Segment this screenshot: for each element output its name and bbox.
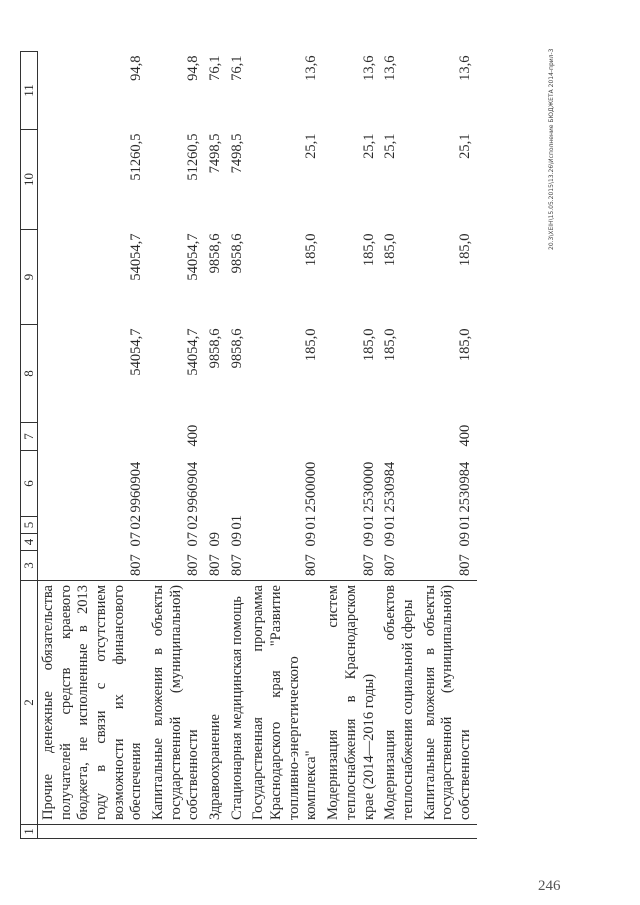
cell-c10: 25,1 [456, 133, 473, 159]
cell-c9: 185,0 [303, 233, 320, 267]
cell-c7 [380, 423, 419, 451]
cell-c8: 185,0 [303, 328, 320, 362]
cell-c5: 01 [228, 515, 245, 530]
cell-c10: 7498,5 [207, 133, 224, 174]
cell-c8: 9858,6 [228, 328, 245, 369]
cell-c8: 185,0 [360, 328, 377, 362]
cell-c4: 07 [128, 532, 145, 547]
cell-c7 [205, 423, 227, 451]
cell-c6: 2500000 [303, 461, 320, 513]
cell-c5: 01 [456, 515, 473, 530]
table-row [205, 52, 227, 839]
cell-c7 [227, 423, 249, 451]
column-header: 6 [21, 451, 38, 517]
row-name: Капитальные вложения в объекты государственной (муниципальной) собственности [420, 581, 477, 825]
cell-c5: 02 [185, 515, 202, 530]
column-header: 2 [21, 581, 38, 825]
cell-c9: 54054,7 [185, 233, 202, 281]
row-name: Прочие денежные обязательства получателей средств краевого бюджета, не исполненные в 2013 году в связи с отсутствием возможности их финансового обеспечения [37, 581, 148, 825]
cell-c3: 807 [228, 554, 245, 576]
table-row [37, 52, 148, 839]
cell-c3: 807 [185, 554, 202, 576]
cell-c8: 185,0 [456, 328, 473, 362]
cell-c4: 09 [360, 532, 377, 547]
cell-c11: 76,1 [207, 55, 224, 81]
cell-c11: 94,8 [128, 55, 145, 81]
cell-c10: 25,1 [360, 133, 377, 159]
rotated-page-content [20, 40, 560, 845]
cell-c4: 09 [228, 532, 245, 547]
cell-c6 [205, 451, 227, 517]
column-header: 11 [21, 52, 38, 130]
row-name: Государственная программа Краснодарского края "Развитие топливно-энергетического комплекса" [248, 581, 323, 825]
cell-c4: 09 [207, 532, 224, 547]
row-name: Капитальные вложения в объекты государственной (муниципальной) собственности [148, 581, 205, 825]
cell-c8: 54054,7 [185, 328, 202, 376]
cell-c6 [227, 451, 249, 517]
table-row [323, 52, 380, 839]
cell-c11: 13,6 [303, 55, 320, 81]
cell-c3: 807 [128, 554, 145, 576]
cell-c3: 807 [456, 554, 473, 576]
cell-c10: 7498,5 [228, 133, 245, 174]
cell-c7 [248, 423, 323, 451]
cell-c9: 185,0 [456, 233, 473, 267]
column-header: 3 [21, 551, 38, 581]
cell-c11: 13,6 [456, 55, 473, 81]
cell-c8: 54054,7 [128, 328, 145, 376]
column-header: 9 [21, 230, 38, 325]
row-name: Модернизация объектов теплоснабжения социальной сферы [380, 581, 419, 825]
cell-c6: 9960904 [185, 461, 202, 513]
column-header: 7 [21, 423, 38, 451]
cell-c3: 807 [303, 554, 320, 576]
column-header: 5 [21, 517, 38, 534]
cell-c11: 76,1 [228, 55, 245, 81]
cell-c3: 807 [207, 554, 224, 576]
cell-c5: 02 [128, 515, 145, 530]
cell-c7 [37, 423, 148, 451]
cell-c7: 400 [185, 424, 202, 447]
cell-c8: 185,0 [382, 328, 399, 362]
page-number: 246 [538, 878, 561, 894]
table-row [148, 52, 205, 839]
cell-c9: 185,0 [382, 233, 399, 267]
table-row [380, 52, 419, 839]
table-header-row [21, 52, 38, 839]
row-name: Модернизация систем теплоснабжения в Краснодарском крае (2014—2016 годы) [323, 581, 380, 825]
budget-table [20, 51, 477, 839]
cell-c3: 807 [382, 554, 399, 576]
cell-c9: 185,0 [360, 233, 377, 267]
cell-c10: 25,1 [382, 133, 399, 159]
cell-c8: 9858,6 [207, 328, 224, 369]
cell-c4: 09 [456, 532, 473, 547]
cell-c11: 13,6 [382, 55, 399, 81]
cell-c9: 9858,6 [228, 233, 245, 274]
cell-c9: 54054,7 [128, 233, 145, 281]
row-name: Стационарная медицинская помощь [227, 581, 249, 825]
cell-c6: 9960904 [128, 461, 145, 513]
cell-c7: 400 [456, 424, 473, 447]
cell-c5: 01 [303, 515, 320, 530]
table-row [248, 52, 323, 839]
cell-c11: 13,6 [360, 55, 377, 81]
cell-c6: 2530984 [382, 461, 399, 513]
cell-c11: 94,8 [185, 55, 202, 81]
cell-c6: 2530984 [456, 461, 473, 513]
cell-c5: 01 [360, 515, 377, 530]
cell-c10: 51260,5 [128, 133, 145, 181]
cell-c5: 01 [382, 515, 399, 530]
cell-c4: 09 [382, 532, 399, 547]
cell-c4: 09 [303, 532, 320, 547]
cell-c4: 07 [185, 532, 202, 547]
table-row [420, 52, 477, 839]
file-path-footer: 20.3\XEIH\15.05.2015\13.26\Исполнение БЮДЖЕТА 2014-прил-3 [548, 48, 555, 250]
cell-c3: 807 [360, 554, 377, 576]
cell-c9: 9858,6 [207, 233, 224, 274]
cell-c10: 51260,5 [185, 133, 202, 181]
cell-c5 [205, 517, 227, 534]
column-header: 1 [21, 825, 38, 839]
table-row [227, 52, 249, 839]
cell-c7 [323, 423, 380, 451]
column-header: 8 [21, 325, 38, 423]
cell-c6: 2530000 [360, 461, 377, 513]
column-header: 10 [21, 130, 38, 230]
row-name: Здравоохранение [205, 581, 227, 825]
column-header: 4 [21, 534, 38, 551]
cell-c10: 25,1 [303, 133, 320, 159]
